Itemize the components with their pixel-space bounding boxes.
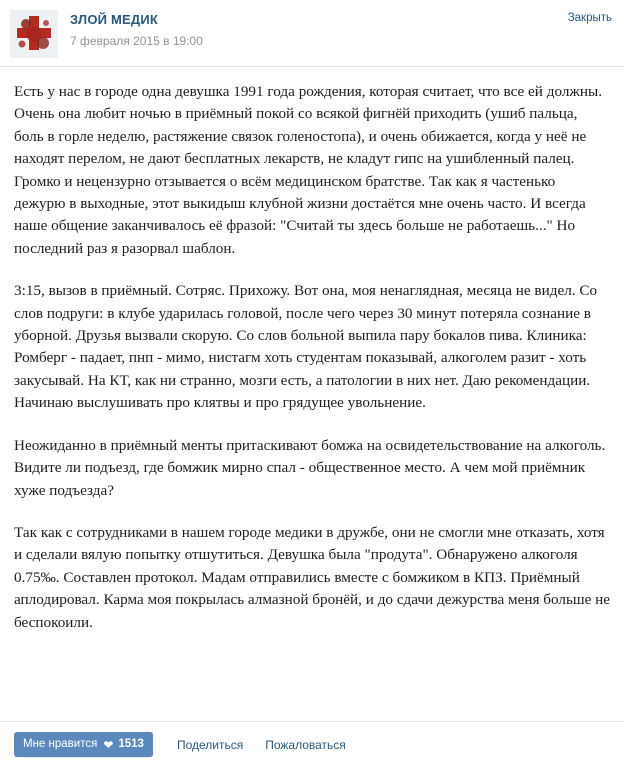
paragraph: Есть у нас в городе одна девушка 1991 года рождения, которая считает, что все ей должны. Очень она любит ночью в приёмный покой со всякой фигнёй приходить (ушиб пальца, боль в горле неделю, растяжение связок голеностопа), и очень обижается, когда у неё не находят перелом, не дают бесплатных лекарств, не кладут гипс на ушибленный палец. Громко и нецензурно отзывается о всём медицинском братстве. Так как я частенько дежурю в выходные, этот выкидыш клубной жизни достаётся мне очень часто. И всегда наше общение заканчивалось её фразой: "Считай ты здесь больше не работаешь..." Но последний раз я разорвал шаблон. <box>14 83 603 257</box>
post-date[interactable]: 7 февраля 2015 в 19:00 <box>70 34 203 48</box>
author-block <box>70 10 614 48</box>
heart-icon: ❤ <box>103 737 114 752</box>
post-footer <box>0 721 624 767</box>
share-link[interactable]: Поделиться <box>176 737 244 752</box>
paragraph: Так как с сотрудниками в нашем городе медики в дружбе, они не смогли мне отказать, хотя и сделали вялую попытку отшутиться. Девушка была "продута". Обнаружено алкоголя 0.75‰. Составлен протокол. Мадам отправились вместе с бомжиком в КПЗ. Приёмный аплодировал. Карма моя покрылась алмазной бронёй, и до сдачи дежурства меня больше не беспокоили. <box>14 523 611 631</box>
red-cross-blot-icon <box>10 10 58 58</box>
paragraph: 3:15, вызов в приёмный. Сотряс. Прихожу. Вот она, моя ненаглядная, месяца не видел. Со слов подруги: в клубе ударилась головой, после чего через 30 минут потеряла сознание в уборной. Друзья вызвали скорую. Со слов больной выпила пару бокалов пива. Клиника: Ромберг - падает, пнп - мимо, нистагм хоть студентам показывай, алкоголем разит - хоть закусывай. На КТ, как ни странно, мозги есть, а патологии в них нет. Даю рекомендации. Начинаю выслушивать про клятвы и про грядущее увольнение. <box>14 282 598 412</box>
paragraph: Неожиданно в приёмный менты притаскивают бомжа на освидетельствование на алкоголь. Видите ли подъезд, где бомжик мирно спал - общественное место. А чем мой приёмник хуже подъезда? <box>14 436 606 499</box>
post-header <box>0 0 624 62</box>
like-count: 1513 <box>118 738 144 750</box>
avatar[interactable] <box>10 10 58 58</box>
close-link[interactable]: Закрыть <box>567 12 612 24</box>
report-link[interactable]: Пожаловаться <box>265 737 346 752</box>
post-text <box>0 67 624 634</box>
author-name[interactable]: ЗЛОЙ МЕДИК <box>70 12 159 27</box>
like-button[interactable] <box>14 732 153 757</box>
like-button-label: Мне нравится <box>23 738 98 750</box>
